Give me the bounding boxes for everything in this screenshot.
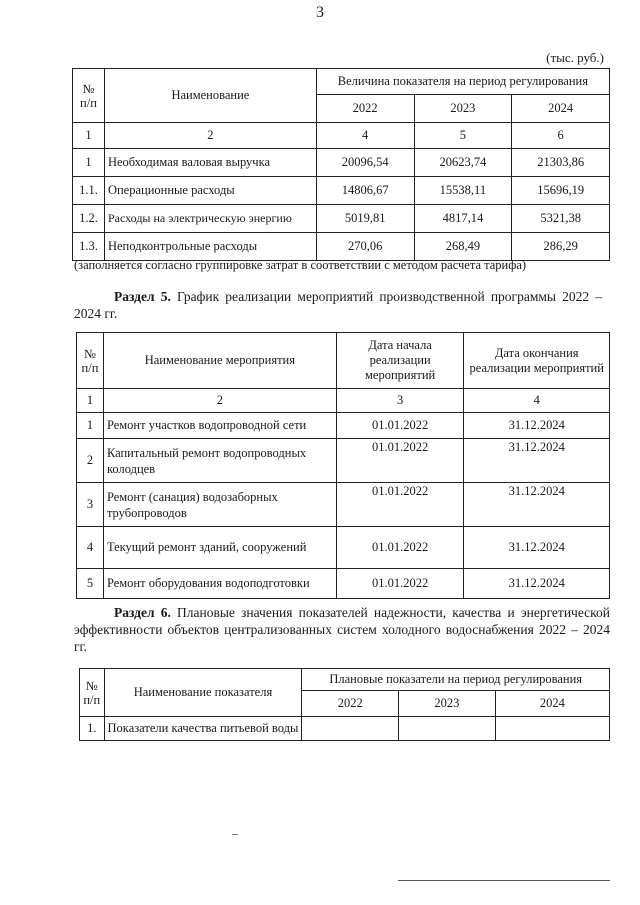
row-value: 20623,74: [414, 149, 512, 177]
stray-mark: [232, 834, 238, 835]
row-num: 1: [77, 413, 104, 439]
row-name: Текущий ремонт зданий, сооружений: [103, 527, 336, 569]
row-name: Операционные расходы: [104, 177, 316, 205]
row-num: 1.3.: [73, 233, 105, 261]
index-cell: 6: [512, 123, 610, 149]
row-num: 3: [77, 483, 104, 527]
row-end-date: 31.12.2024: [464, 413, 610, 439]
header-num: № п/п: [80, 669, 105, 717]
row-name: Неподконтрольные расходы: [104, 233, 316, 261]
footer-rule: [398, 880, 610, 881]
index-cell: 3: [336, 389, 464, 413]
row-value: [399, 717, 496, 741]
table-row: [80, 717, 610, 741]
header-name: Наименование показателя: [104, 669, 302, 717]
row-value: 14806,67: [316, 177, 414, 205]
index-cell: 4: [464, 389, 610, 413]
page-number: 3: [316, 4, 324, 21]
table-row: [77, 439, 610, 483]
section-5-heading: [74, 288, 602, 322]
row-name: Ремонт участков водопроводной сети: [103, 413, 336, 439]
row-num: 1: [73, 149, 105, 177]
row-value: [495, 717, 609, 741]
row-num: 2: [77, 439, 104, 483]
row-start-date: 01.01.2022: [336, 413, 464, 439]
row-end-date: 31.12.2024: [464, 569, 610, 599]
row-end-date: 31.12.2024: [464, 483, 610, 527]
row-num: 4: [77, 527, 104, 569]
header-start: Дата начала реализации мероприятий: [336, 333, 464, 389]
row-num: 1.1.: [73, 177, 105, 205]
indicators-table: [79, 668, 610, 741]
table-note: (заполняется согласно группировке затрат в соответствии с методом расчета тарифа): [74, 258, 527, 272]
row-start-date: 01.01.2022: [336, 483, 464, 527]
index-cell: 1: [77, 389, 104, 413]
header-value: Величина показателя на период регулирования: [316, 69, 609, 95]
row-value: 4817,14: [414, 205, 512, 233]
row-start-date: 01.01.2022: [336, 569, 464, 599]
header-num: № п/п: [77, 333, 104, 389]
row-value: [302, 717, 399, 741]
row-name: Ремонт (санация) водозаборных трубопроводов: [103, 483, 336, 527]
row-name: Расходы на электрическую энергию: [104, 205, 316, 233]
section-6-label: Раздел 6.: [114, 605, 171, 620]
header-year-2024: 2024: [495, 691, 609, 717]
table-row: [77, 483, 610, 527]
table-row: [77, 413, 610, 439]
row-name: Показатели качества питьевой воды: [104, 717, 302, 741]
index-cell: 5: [414, 123, 512, 149]
header-name: Наименование мероприятия: [103, 333, 336, 389]
row-value: 15538,11: [414, 177, 512, 205]
header-year-2023: 2023: [399, 691, 496, 717]
index-cell: 2: [103, 389, 336, 413]
header-year-2022: 2022: [316, 95, 414, 123]
header-year-2022: 2022: [302, 691, 399, 717]
row-value: 20096,54: [316, 149, 414, 177]
header-num: № п/п: [73, 69, 105, 123]
table-row: [73, 149, 610, 177]
schedule-table: [76, 332, 610, 599]
budget-table: [72, 68, 610, 261]
row-name: Необходимая валовая выручка: [104, 149, 316, 177]
section-5-label: Раздел 5.: [114, 289, 171, 304]
row-start-date: 01.01.2022: [336, 439, 464, 483]
section-5-text: График реализации мероприятий производственной программы 2022 – 2024 гг.: [74, 289, 602, 321]
section-6-heading: [74, 604, 610, 655]
section-6-text: Плановые значения показателей надежности, качества и энергетической эффективности объектов централизованных систем холодного водоснабжения 2022 – 2024 гг.: [74, 605, 611, 654]
row-value: 268,49: [414, 233, 512, 261]
row-name: Ремонт оборудования водоподготовки: [103, 569, 336, 599]
row-start-date: 01.01.2022: [336, 527, 464, 569]
table-row: [73, 233, 610, 261]
row-end-date: 31.12.2024: [464, 527, 610, 569]
row-num: 5: [77, 569, 104, 599]
table-row: [77, 527, 610, 569]
row-num: 1.2.: [73, 205, 105, 233]
row-name: Капитальный ремонт водопроводных колодцев: [103, 439, 336, 483]
table-row: [73, 177, 610, 205]
index-cell: 1: [73, 123, 105, 149]
row-value: 5019,81: [316, 205, 414, 233]
row-num: 1.: [80, 717, 105, 741]
units-note: (тыс. руб.): [546, 50, 604, 65]
header-end: Дата окончания реализации мероприятий: [464, 333, 610, 389]
row-value: 286,29: [512, 233, 610, 261]
row-value: 15696,19: [512, 177, 610, 205]
row-value: 270,06: [316, 233, 414, 261]
header-year-2024: 2024: [512, 95, 610, 123]
header-year-2023: 2023: [414, 95, 512, 123]
table-row: [77, 569, 610, 599]
index-cell: 2: [104, 123, 316, 149]
row-value: 5321,38: [512, 205, 610, 233]
index-cell: 4: [316, 123, 414, 149]
row-value: 21303,86: [512, 149, 610, 177]
row-end-date: 31.12.2024: [464, 439, 610, 483]
header-plan: Плановые показатели на период регулирования: [302, 669, 610, 691]
header-name: Наименование: [104, 69, 316, 123]
table-row: [73, 205, 610, 233]
